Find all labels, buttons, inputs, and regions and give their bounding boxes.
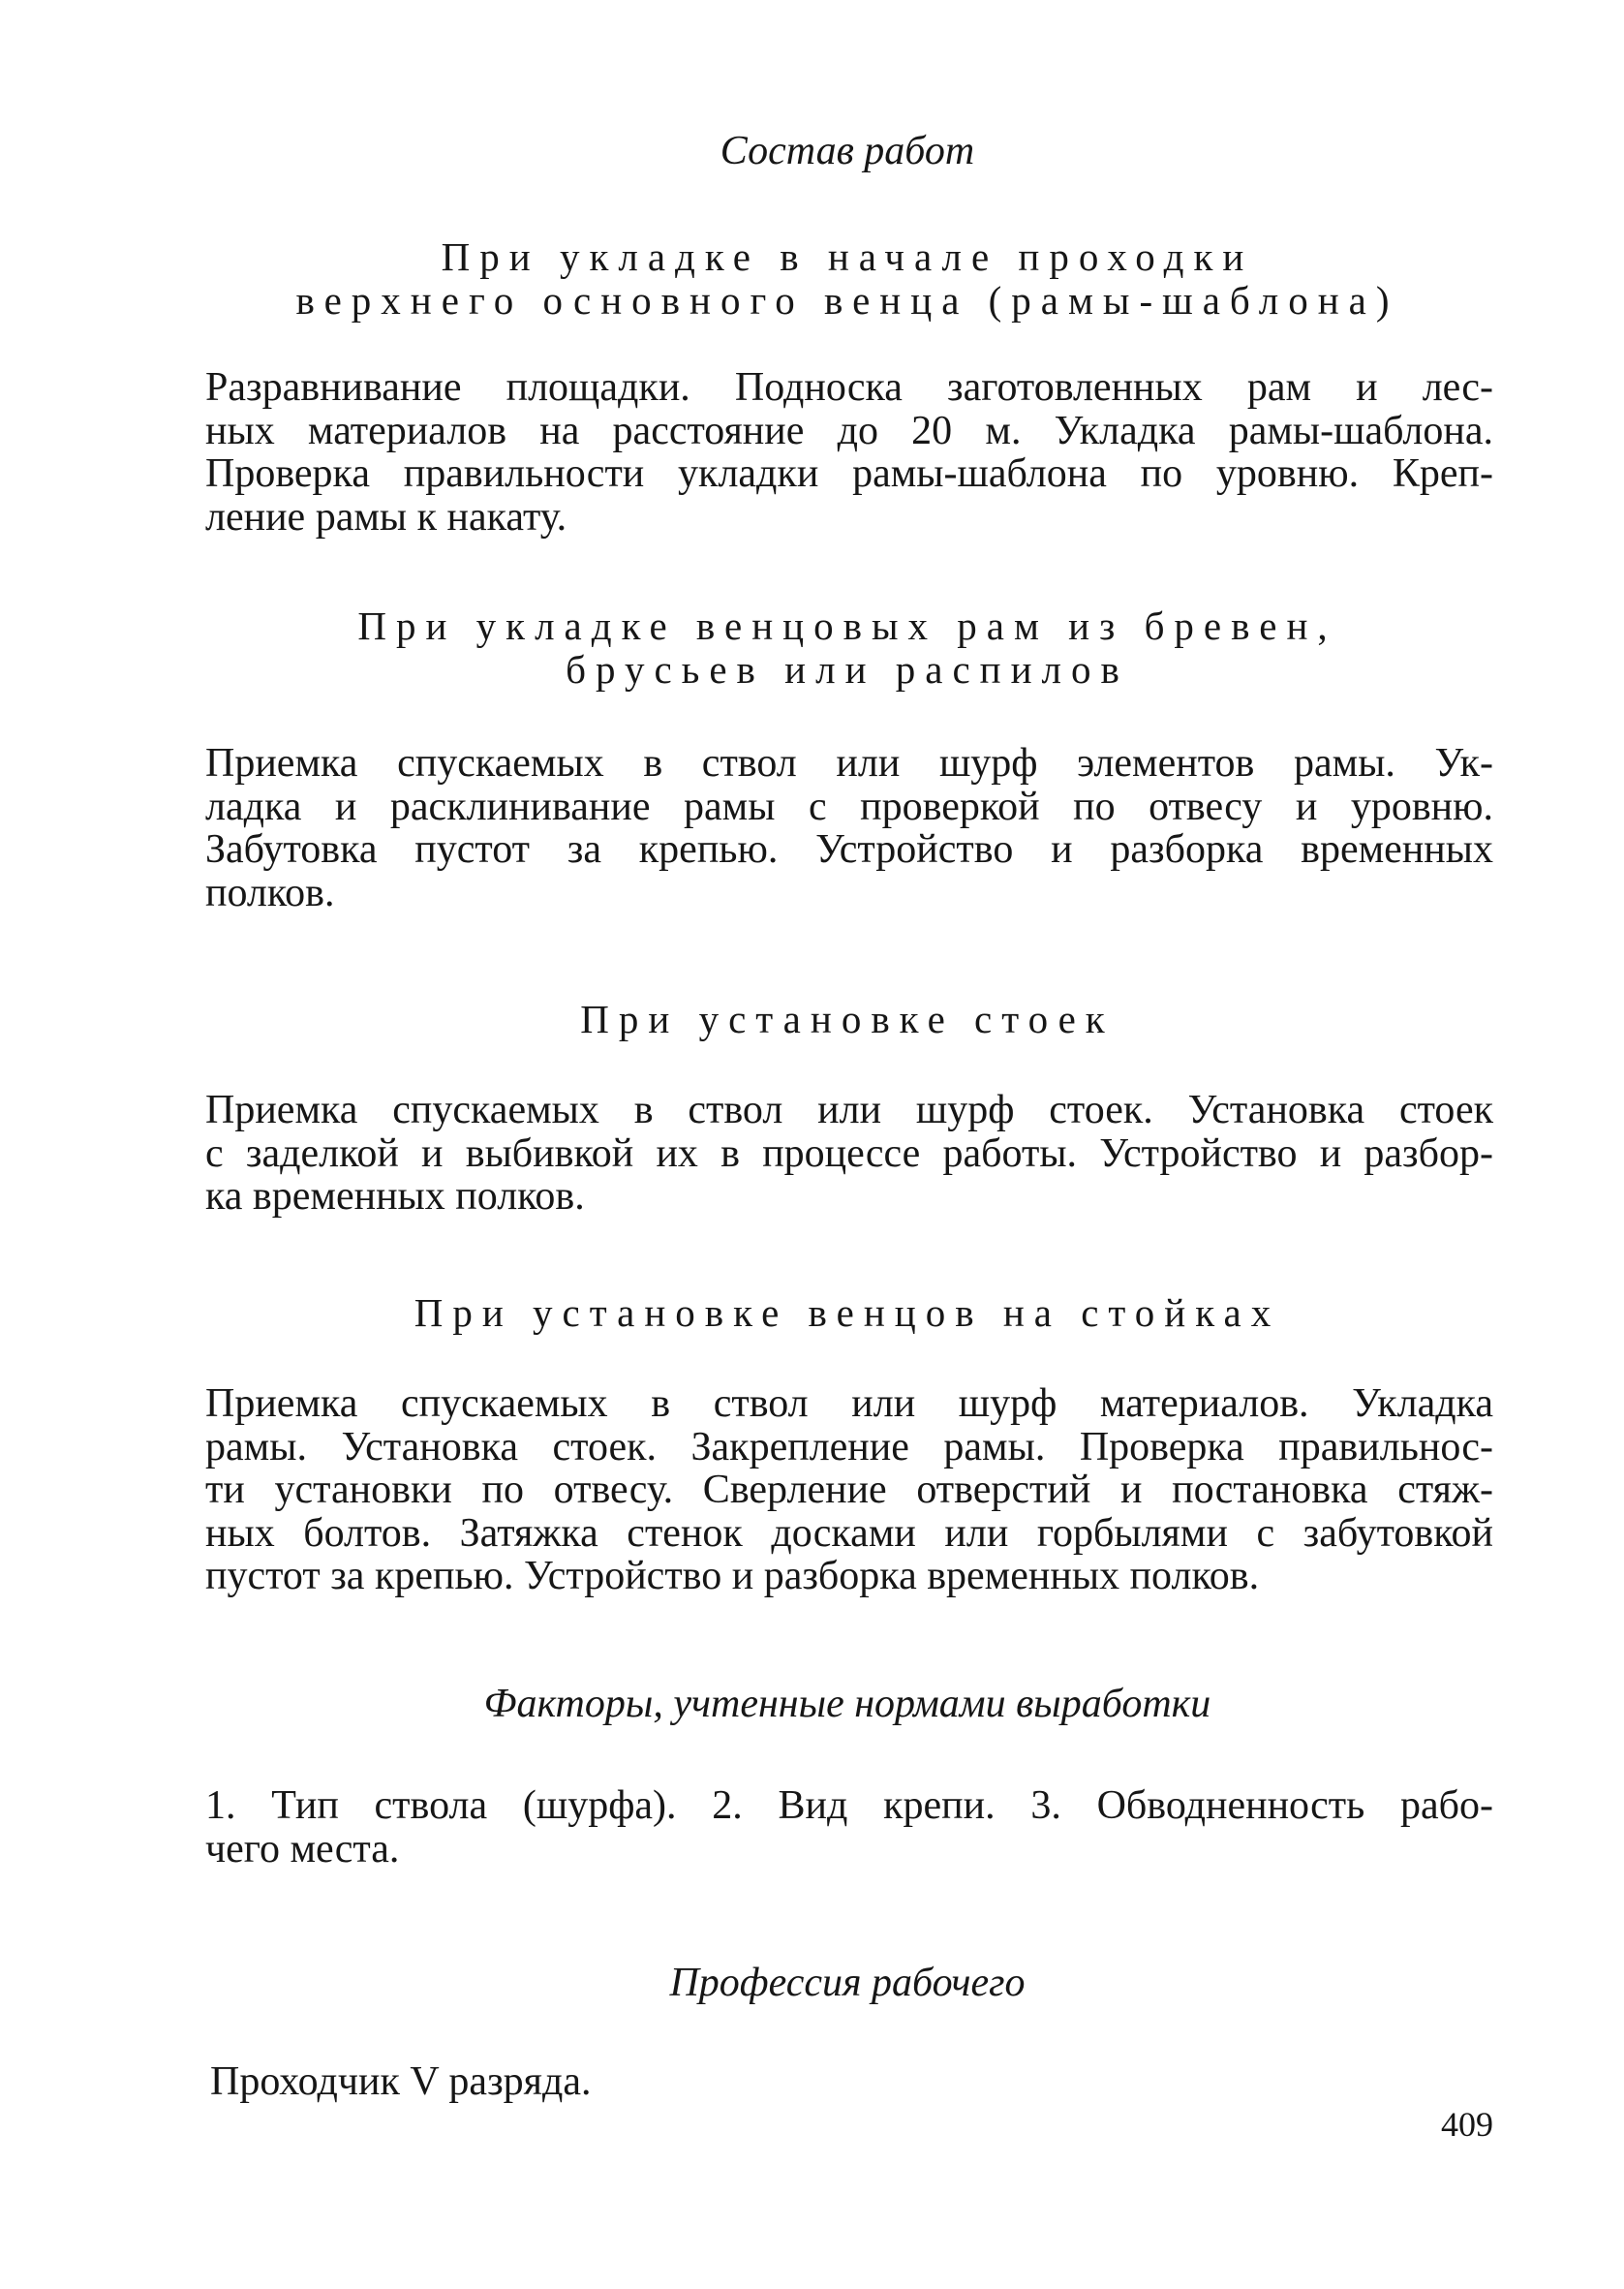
section-heading-line: При установке стоек: [580, 997, 1115, 1041]
section-heading: [203, 604, 1491, 692]
section-heading-line: При установке венцов на стойках: [414, 1290, 1281, 1335]
paragraph-line: ти установки по отвесу. Сверление отверстий и постановка стяж-: [205, 1468, 1493, 1512]
paragraph-line: чего места.: [205, 1826, 400, 1871]
paragraph-line: Проверка правильности укладки рамы-шаблона по уровню. Креп-: [205, 451, 1493, 496]
paragraph-line: ка временных полков.: [205, 1174, 585, 1219]
paragraph-line: ладка и расклинивание рамы с проверкой по отвесу и уровню.: [205, 784, 1493, 829]
profession-text: [205, 2060, 1493, 2104]
section-heading-line: верхнего основного венца (рамы-шаблона): [295, 278, 1399, 323]
paragraph-line: полков.: [205, 870, 335, 915]
section-heading: [203, 235, 1491, 323]
profession-heading: Профессия рабочего: [669, 1961, 1026, 2005]
paragraph-line: пустот за крепью. Устройство и разборка временных полков.: [205, 1554, 1260, 1598]
section-heading: [203, 1291, 1491, 1335]
paragraph-line: с заделкой и выбивкой их в процессе работы. Устройство и разбор-: [205, 1130, 1493, 1176]
paragraph-line: 1. Тип ствола (шурфа). 2. Вид крепи. 3. Обводненность рабо-: [205, 1783, 1493, 1828]
factors-heading: Факторы, учтенные нормами выработки: [483, 1682, 1211, 1726]
paragraph-line: Забутовка пустот за крепью. Устройство и разборка временных: [205, 827, 1493, 872]
profession-line: Проходчик V разряда.: [210, 2059, 592, 2104]
paragraph-line: Приемка спускаемых в ствол или шурф стоек. Установка стоек: [205, 1088, 1493, 1132]
page-title: Состав работ: [720, 129, 975, 173]
paragraph-line: ных болтов. Затяжка стенок досками или горбылями с забутовкой: [205, 1510, 1493, 1556]
page-number: 409: [1441, 2105, 1493, 2144]
section-paragraph: [205, 1382, 1493, 1598]
paragraph-line: ление рамы к накату.: [205, 494, 567, 540]
section-paragraph: [205, 366, 1493, 539]
paragraph-line: Приемка спускаемых в ствол или шурф материалов. Укладка: [205, 1381, 1493, 1426]
factors-paragraph: [205, 1784, 1493, 1871]
paragraph-line: рамы. Установка стоек. Закрепление рамы. Проверка правильнос-: [205, 1424, 1493, 1469]
section-paragraph: [205, 1089, 1493, 1219]
section-heading-line: брусьев или распилов: [566, 647, 1129, 692]
paragraph-line: ных материалов на расстояние до 20 м. Укладка рамы-шаблона.: [205, 408, 1493, 453]
paragraph-line: Приемка спускаемых в ствол или шурф элементов рамы. Ук-: [205, 741, 1493, 786]
section-heading-line: При укладке в начале проходки: [441, 234, 1254, 279]
paragraph-line: Разравнивание площадки. Подноска заготовленных рам и лес-: [205, 365, 1493, 410]
section-paragraph: [205, 742, 1493, 914]
section-heading: [203, 998, 1491, 1041]
section-heading-line: При укладке венцовых рам из бревен,: [357, 603, 1337, 648]
